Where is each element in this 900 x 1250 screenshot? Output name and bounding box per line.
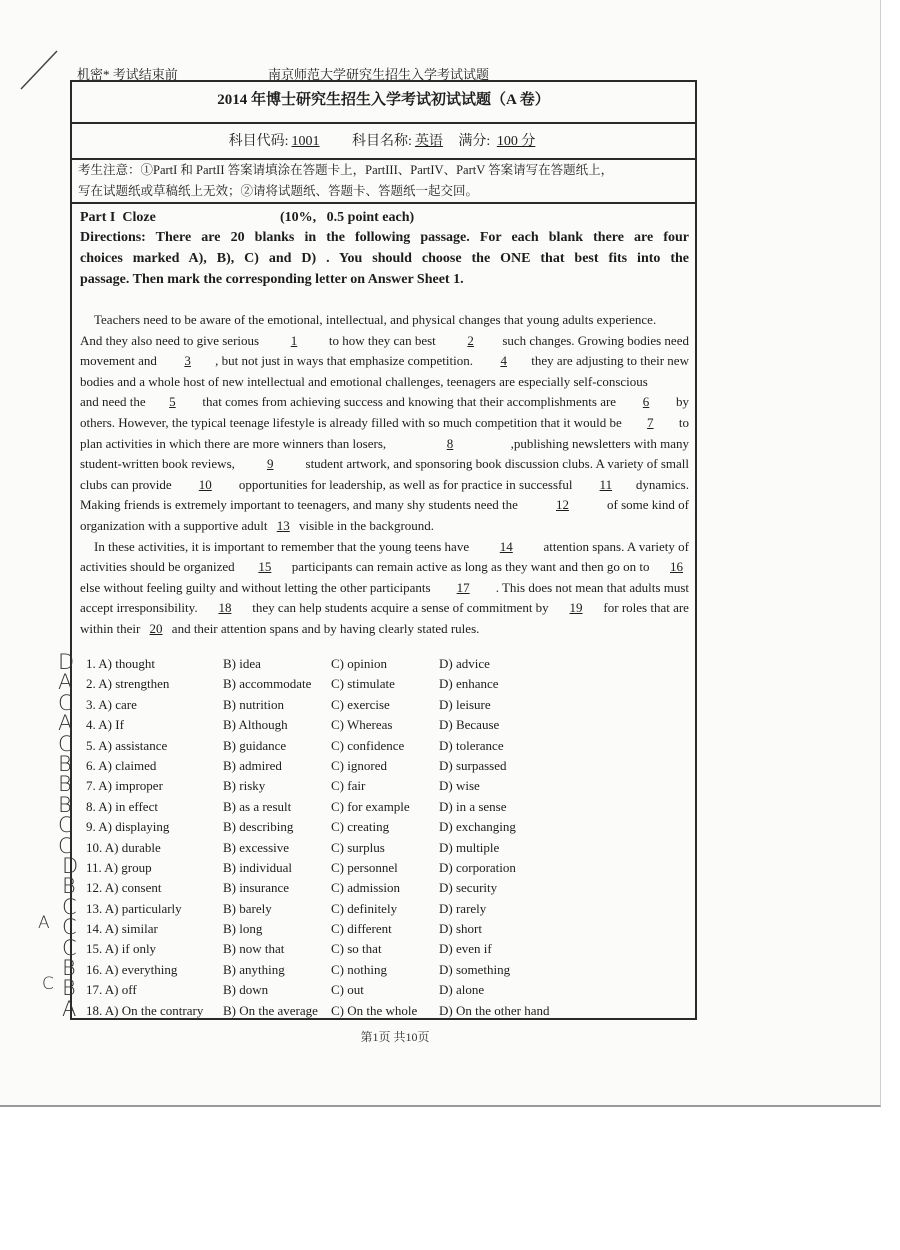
passage-text: they can help students acquire a sense of commitment by — [252, 600, 549, 616]
question-options — [86, 654, 686, 674]
option-a: 4. A) If — [86, 717, 124, 733]
question-options — [86, 695, 686, 715]
passage-text: . This does not mean that adults must — [495, 579, 689, 595]
option-d: D) even if — [439, 941, 492, 957]
passage-text: others. However, the typical teenage lifestyle is already filled with so much competition that it would be — [80, 414, 625, 430]
option-b: B) as a result — [223, 798, 292, 814]
option-b: B) accommodate — [223, 676, 312, 692]
passage-line — [80, 619, 689, 640]
blank-number: 6 — [642, 394, 650, 410]
passage-text: Making friends is extremely important to teenagers, and many shy students need the — [80, 497, 522, 513]
passage-text: And they also need to give serious — [80, 332, 263, 348]
option-a: 18. A) On the contrary — [86, 1002, 204, 1018]
option-a: 16. A) everything — [86, 961, 178, 977]
option-a: 5. A) assistance — [86, 737, 168, 753]
blank-number: 14 — [499, 538, 513, 554]
blank-number: 17 — [456, 579, 470, 595]
question-options — [86, 756, 686, 776]
option-b: B) nutrition — [223, 696, 285, 712]
option-c: C) creating — [331, 819, 390, 835]
passage-text: bodies and a whole host of new intellectual and emotional challenges, teenagers are especially self-conscious — [80, 373, 648, 389]
handwritten-answer: C — [58, 813, 73, 838]
option-c: C) different — [331, 921, 392, 937]
option-a: 13. A) particularly — [86, 900, 182, 916]
question-options — [86, 674, 686, 694]
passage-line — [80, 516, 689, 537]
passage-text: Teachers need to be aware of the emotional, intellectual, and physical changes that young adults experience. — [94, 312, 657, 327]
option-a: 8. A) in effect — [86, 798, 158, 814]
question-options — [86, 960, 686, 980]
notice-line: 考生注意：①PartI 和 PartII 答案请填涂在答题卡上，PartIII、PartIV、PartV 答案请写在答题纸上， — [78, 163, 614, 177]
option-d: D) advice — [439, 656, 490, 671]
passage-text: attention spans. A variety of — [540, 538, 689, 554]
passage-text: visible in the background. — [295, 517, 435, 533]
blank-number: 3 — [184, 353, 191, 369]
option-b: B) guidance — [223, 737, 287, 753]
directions-line: Directions: There are 20 blanks in the following passage. For each blank there are four — [80, 230, 689, 245]
blank-number: 20 — [149, 620, 163, 636]
blank-number: 16 — [670, 559, 683, 575]
exam-title: 2014 年博士研究生招生入学考试初试试题（A 卷） — [72, 82, 695, 124]
question-options — [86, 715, 686, 735]
passage-line — [80, 495, 689, 516]
subject-name: 英语 — [414, 134, 443, 149]
option-a: 1. A) thought — [86, 656, 155, 671]
option-d: D) exchanging — [439, 819, 516, 835]
option-b: B) risky — [223, 778, 266, 794]
handwritten-answer: A — [58, 670, 73, 695]
passage-text: within their — [80, 620, 144, 636]
part1-title: Part I Cloze — [80, 210, 156, 225]
subject-info — [72, 122, 695, 160]
confidential-label: 机密* 考试结束前 — [77, 67, 178, 82]
question-options — [86, 817, 686, 837]
blank-number: 7 — [647, 414, 654, 430]
blank-number: 13 — [276, 517, 290, 533]
question-options — [86, 919, 686, 939]
option-d: D) tolerance — [439, 737, 504, 753]
question-options — [86, 838, 686, 858]
question-options — [86, 899, 686, 919]
blank-number: 1 — [290, 332, 298, 348]
passage-text: for roles that are — [603, 600, 689, 616]
option-c: C) nothing — [331, 961, 387, 977]
option-d: D) corporation — [439, 859, 516, 875]
option-c: C) confidence — [331, 737, 405, 753]
option-b: B) On the average — [223, 1002, 318, 1018]
question-options — [86, 878, 686, 898]
page-number: 第1页 共10页 — [360, 1030, 430, 1044]
passage-line — [80, 392, 689, 413]
option-c: C) On the whole — [331, 1002, 418, 1018]
option-c: C) fair — [331, 778, 366, 794]
passage-text: accept irresponsibility. — [80, 600, 198, 616]
option-c: C) exercise — [331, 696, 390, 712]
blank-number: 10 — [198, 476, 212, 492]
handwritten-answer: B — [58, 792, 72, 817]
option-a: 9. A) displaying — [86, 819, 170, 835]
option-a: 10. A) durable — [86, 839, 161, 855]
blank-number: 9 — [266, 456, 274, 472]
passage-line — [80, 454, 689, 475]
question-options — [86, 858, 686, 878]
option-d: D) short — [439, 921, 482, 937]
option-d: D) something — [439, 961, 511, 977]
blank-number: 11 — [599, 476, 613, 492]
option-b: B) describing — [223, 819, 294, 835]
question-options — [86, 776, 686, 796]
passage-text: that comes from achieving success and knowing that their accomplishments are — [199, 394, 620, 410]
handwritten-answer: B — [62, 956, 76, 980]
part1-section — [80, 208, 689, 290]
option-b: B) long — [223, 921, 263, 937]
passage-line — [80, 537, 689, 558]
option-a: 17. A) off — [86, 982, 137, 998]
question-options — [86, 980, 686, 1000]
passage-text: and their attention spans and by having clearly stated rules. — [168, 620, 480, 636]
passage-text: such changes. Growing bodies need — [502, 332, 689, 348]
subject-code: 1001 — [291, 134, 320, 149]
code-label: 科目代码: — [228, 134, 289, 149]
blank-number: 12 — [555, 497, 569, 513]
passage-line — [80, 598, 689, 619]
passage-line — [80, 475, 689, 496]
handwritten-answer: B — [58, 752, 72, 776]
question-options — [86, 1001, 686, 1021]
handwritten-answer: A — [58, 711, 73, 736]
option-c: C) opinion — [331, 656, 387, 671]
part1-points: (10%, 0.5 point each) — [280, 210, 415, 225]
passage-text: student artwork, and sponsoring book discussion clubs. A variety of small — [305, 456, 689, 472]
question-options — [86, 939, 686, 959]
option-b: B) now that — [223, 941, 285, 957]
handwritten-answer: B — [62, 874, 76, 899]
blank-number: 2 — [467, 332, 474, 348]
university-header: 南京师范大学研究生招生入学考试试题 — [268, 67, 490, 82]
handwritten-answer: C — [58, 833, 73, 858]
handwritten-mark: A — [38, 913, 50, 933]
directions-line: choices marked A), B), C) and D) . You should choose the ONE that best fits into the — [80, 251, 689, 266]
question-options — [86, 797, 686, 817]
option-b: B) anything — [223, 961, 285, 977]
passage-text: plan activities in which there are more winners than losers, — [80, 435, 390, 451]
passage-line — [80, 351, 689, 372]
option-c: C) stimulate — [331, 676, 395, 692]
passage-text: ,publishing newsletters with many — [510, 435, 689, 451]
option-c: C) ignored — [331, 757, 387, 773]
handwritten-answer: D — [62, 854, 79, 878]
passage-text: organization with a supportive adult — [80, 517, 271, 533]
question-options — [86, 736, 686, 756]
blank-number: 5 — [169, 394, 176, 410]
option-d: D) On the other hand — [439, 1002, 550, 1018]
option-a: 15. A) if only — [86, 941, 157, 957]
option-b: B) insurance — [223, 880, 290, 896]
handwritten-answer: B — [58, 772, 72, 797]
option-b: B) Although — [223, 717, 288, 733]
passage-text: , but not just in ways that emphasize competition. — [215, 353, 477, 369]
passage-line — [80, 557, 689, 578]
option-d: D) rarely — [439, 900, 487, 916]
option-b: B) down — [223, 982, 269, 998]
option-d: D) in a sense — [439, 798, 507, 814]
option-d: D) surpassed — [439, 757, 507, 773]
passage-text: to — [675, 414, 689, 430]
passage-line — [80, 310, 689, 331]
passage-line — [80, 434, 689, 455]
blank-number: 4 — [500, 353, 507, 369]
directions-line: passage. Then mark the corresponding letter on Answer Sheet 1. — [80, 272, 464, 287]
passage-text: by — [672, 394, 689, 410]
handwritten-answer: C — [58, 690, 73, 715]
passage-text: else without feeling guilty and without letting the other participants — [80, 579, 431, 595]
option-a: 14. A) similar — [86, 921, 158, 937]
option-d: D) alone — [439, 982, 485, 998]
options-list — [86, 654, 686, 1021]
option-b: B) admired — [223, 757, 282, 773]
option-b: B) individual — [223, 859, 292, 875]
passage-text: of some kind of — [603, 497, 689, 513]
option-d: D) Because — [439, 717, 500, 733]
candidate-notice — [72, 158, 695, 204]
option-d: D) multiple — [439, 839, 500, 855]
option-a: 6. A) claimed — [86, 757, 157, 773]
cloze-passage — [80, 310, 689, 640]
passage-text: clubs can provide — [80, 476, 175, 492]
passage-text: opportunities for leadership, as well as for practice in successful — [235, 476, 576, 492]
passage-line — [80, 413, 689, 434]
passage-text: In these activities, it is important to remember that the young teens have — [94, 538, 473, 554]
notice-line: 写在试题纸或草稿纸上无效；②请将试题纸、答题卡、答题纸一起交回。 — [78, 184, 479, 198]
option-c: C) personnel — [331, 859, 398, 875]
handwritten-answer: D — [58, 650, 75, 674]
option-c: C) definitely — [331, 900, 398, 916]
passage-line — [80, 578, 689, 599]
option-c: C) so that — [331, 941, 382, 957]
option-a: 2. A) strengthen — [86, 676, 170, 692]
option-c: C) surplus — [331, 839, 385, 855]
handwritten-answer: C — [62, 894, 77, 919]
handwritten-answer: C — [62, 915, 77, 940]
option-d: D) leisure — [439, 696, 491, 712]
blank-number: 8 — [446, 435, 454, 451]
option-b: B) excessive — [223, 839, 290, 855]
option-b: B) barely — [223, 900, 272, 916]
passage-text: and need the — [80, 394, 146, 410]
passage-text: movement and — [80, 353, 161, 369]
option-a: 7. A) improper — [86, 778, 163, 794]
blank-number: 15 — [258, 559, 272, 575]
handwritten-mark: C — [42, 974, 54, 994]
pen-slash-mark — [15, 45, 65, 95]
option-d: D) enhance — [439, 676, 499, 692]
full-score: 100 分 — [496, 134, 536, 149]
score-label: 满分: — [458, 134, 491, 149]
option-d: D) security — [439, 880, 498, 896]
option-c: C) Whereas — [331, 717, 393, 733]
option-a: 12. A) consent — [86, 880, 162, 896]
option-d: D) wise — [439, 778, 480, 794]
handwritten-answer: C — [58, 731, 73, 756]
option-a: 3. A) care — [86, 696, 137, 712]
passage-text: participants can remain active as long as they want and then go on to — [291, 559, 650, 575]
passage-text: activities should be organized — [80, 559, 238, 575]
handwritten-answer: A — [62, 996, 77, 1021]
blank-number: 19 — [569, 600, 583, 616]
option-c: C) admission — [331, 880, 400, 896]
passage-text: they are adjusting to their new — [531, 353, 689, 369]
option-b: B) idea — [223, 656, 261, 671]
passage-text: dynamics. — [635, 476, 689, 492]
passage-line — [80, 372, 689, 393]
name-label: 科目名称: — [352, 134, 412, 149]
passage-text: to how they can best — [325, 332, 440, 348]
handwritten-answer: B — [62, 976, 76, 1001]
passage-line — [80, 331, 689, 352]
blank-number: 18 — [218, 600, 232, 616]
option-a: 11. A) group — [86, 859, 152, 875]
option-c: C) for example — [331, 798, 410, 814]
passage-text: student-written book reviews, — [80, 456, 235, 472]
handwritten-answer: C — [62, 935, 77, 960]
option-c: C) out — [331, 982, 364, 998]
exam-box — [70, 80, 697, 1020]
